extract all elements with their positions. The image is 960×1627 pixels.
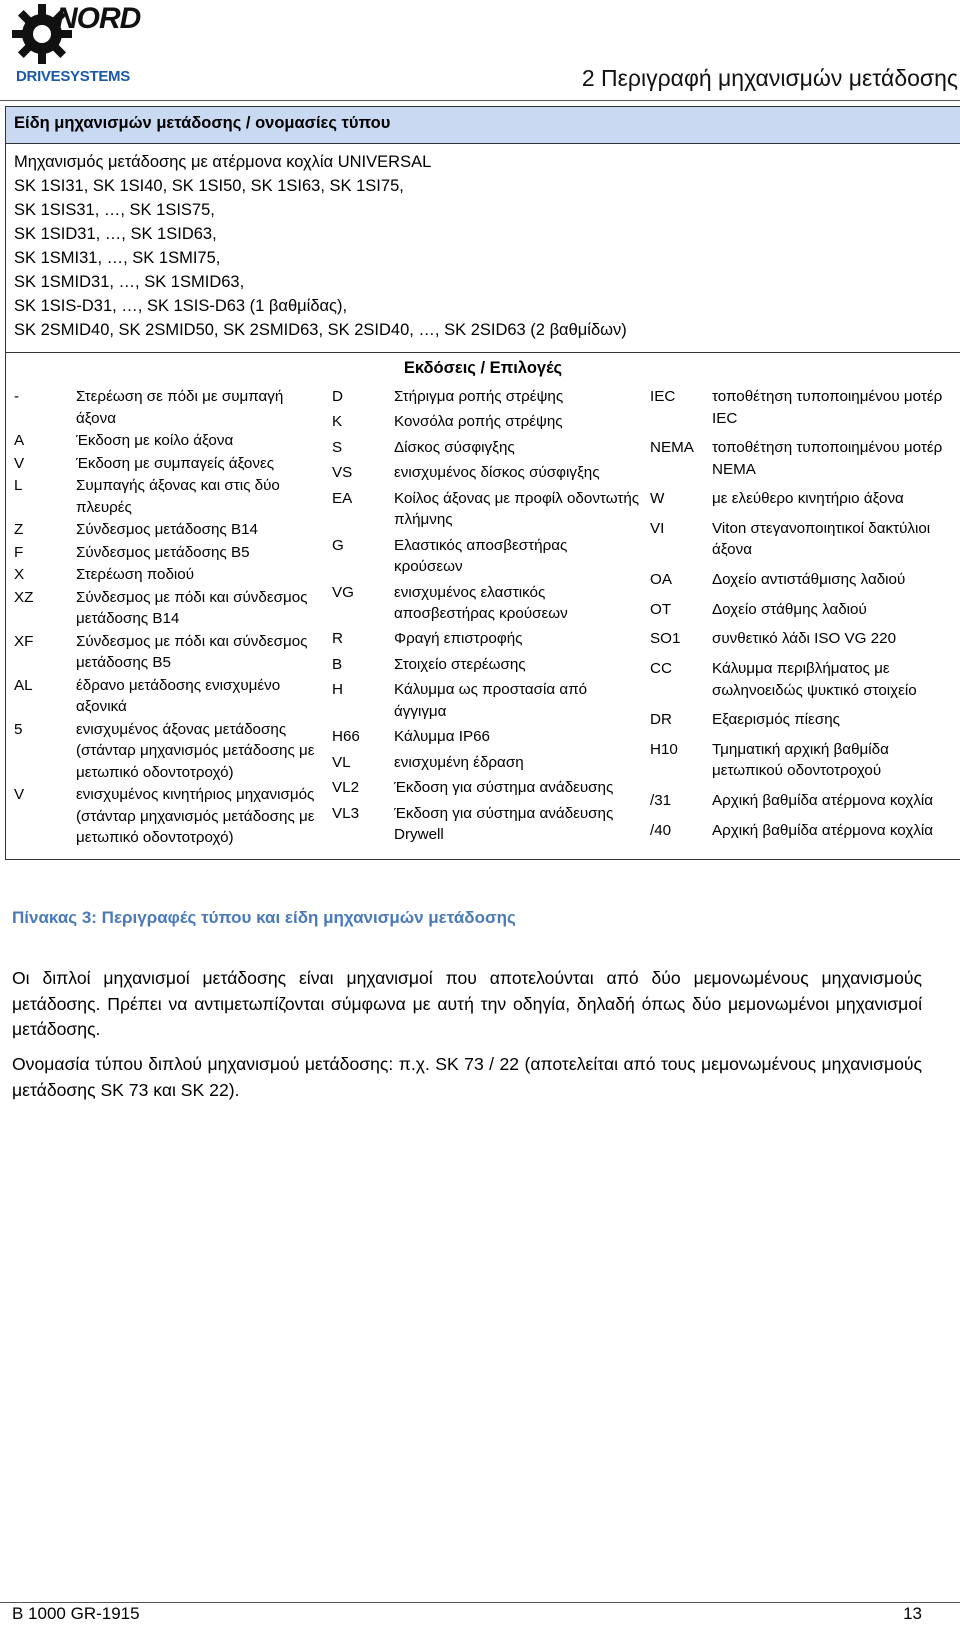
models-line: SK 1SMID31, …, SK 1SMID63, xyxy=(14,273,245,291)
option-code: XF xyxy=(14,632,34,650)
options-cell xyxy=(6,380,960,859)
option-description: ενισχυμένος άξονας μετάδοσης (στάνταρ μηχανισμός μετάδοσης με μετωπικό οδοντοτροχό) xyxy=(76,720,315,781)
option-description: Στερέωση ποδιού xyxy=(76,566,195,583)
options-column-3 xyxy=(650,386,960,849)
table-caption: Πίνακας 3: Περιγραφές τύπου και είδη μηχανισμών μετάδοσης xyxy=(12,908,516,927)
option-code: NEMA xyxy=(650,439,694,457)
option-code: IEC xyxy=(650,388,676,405)
models-line: SK 1SIS-D31, …, SK 1SIS-D63 (1 βαθμίδας), xyxy=(14,297,348,315)
option-code: CC xyxy=(650,660,672,678)
models-line: SK 1SIS31, …, SK 1SIS75, xyxy=(14,201,215,219)
models-line: SK 2SMID40, SK 2SMID50, SK 2SMID63, SK 2SID40, …, SK 2SID63 (2 βαθμίδων) xyxy=(14,321,627,339)
option-code: X xyxy=(14,566,25,583)
option-description: Έκδοση για σύστημα ανάδευσης Drywell xyxy=(394,804,614,844)
option-description: ενισχυμένος δίσκος σύσφιγξης xyxy=(394,464,600,482)
option-description: συνθετικό λάδι ISO VG 220 xyxy=(712,630,897,648)
option-code: L xyxy=(14,477,23,494)
option-code: V xyxy=(14,454,25,472)
options-column-2 xyxy=(332,386,650,849)
option-code: OT xyxy=(650,600,672,618)
option-description: Ελαστικός αποσβεστήρας κρούσεων xyxy=(394,536,568,576)
models-line: SK 1SMI31, …, SK 1SMI75, xyxy=(14,249,221,267)
option-description: Σύνδεσμος με πόδι και σύνδεσμος μετάδοσης B5 xyxy=(76,632,308,671)
models-line: SK 1SID31, …, SK 1SID63, xyxy=(14,225,217,243)
option-code: AL xyxy=(14,676,33,694)
option-code: B xyxy=(332,655,343,673)
option-code: DR xyxy=(650,711,672,729)
logo-wordmark: NORD xyxy=(56,2,141,35)
models-line: SK 1SI31, SK 1SI40, SK 1SI50, SK 1SI63, SK 1SI75, xyxy=(14,177,404,195)
option-description: Δοχείο στάθμης λαδιού xyxy=(712,600,867,618)
nord-logo xyxy=(12,2,141,88)
option-code: F xyxy=(14,543,24,561)
option-description: Φραγή επιστροφής xyxy=(394,630,523,648)
option-code: V xyxy=(14,786,25,803)
option-code: VI xyxy=(650,519,665,537)
option-code: 5 xyxy=(14,720,23,738)
option-description: Αρχική βαθμίδα ατέρμονα κοχλία xyxy=(712,792,934,810)
option-code: S xyxy=(332,438,343,456)
option-code: G xyxy=(332,536,344,554)
option-code: VL3 xyxy=(332,804,360,822)
option-description: ενισχυμένη έδραση xyxy=(394,753,524,771)
option-code: H10 xyxy=(650,740,678,758)
option-code: /40 xyxy=(650,821,672,839)
option-description: Κονσόλα ροπής στρέψης xyxy=(394,413,563,431)
option-code: /31 xyxy=(650,792,672,810)
option-code: EA xyxy=(332,489,353,507)
option-code: XZ xyxy=(14,588,34,606)
option-code: A xyxy=(14,432,25,449)
table-header: Είδη μηχανισμών μετάδοσης / ονομασίες τύπου xyxy=(6,107,960,144)
option-description: Κάλυμμα IP66 xyxy=(394,728,491,746)
models-cell xyxy=(6,144,960,353)
option-description: Δοχείο αντιστάθμισης λαδιού xyxy=(712,571,906,589)
option-description: ενισχυμένος ελαστικός αποσβεστήρας κρούσεων xyxy=(394,583,568,623)
option-description: Στήριγμα ροπής στρέψης xyxy=(394,388,564,405)
option-description: Κοίλος άξονας με προφίλ οδοντωτής πλήμνης xyxy=(394,489,640,529)
option-description: Έκδοση με κοίλο άξονα xyxy=(76,432,234,449)
option-code: H xyxy=(332,681,343,699)
option-description: Εξαερισμός πίεσης xyxy=(712,711,840,729)
option-description: Σύνδεσμος μετάδοσης B14 xyxy=(76,521,258,538)
header-divider xyxy=(0,100,960,101)
option-description: Σύνδεσμος με πόδι και σύνδεσμος μετάδοσης B14 xyxy=(76,588,308,627)
option-code: K xyxy=(332,413,343,431)
option-code: VL xyxy=(332,753,351,771)
paragraph: Ονομασία τύπου διπλού μηχανισμού μετάδοσης: π.χ. SK 73 / 22 (αποτελείται από τους μεμονωμένους μηχανισμούς μετάδοσης SK 73 και SK 22). xyxy=(12,1054,922,1100)
option-description: Δίσκος σύσφιγξης xyxy=(394,438,515,456)
options-column-1 xyxy=(6,386,332,849)
option-code: VS xyxy=(332,464,353,482)
option-description: ενισχυμένος κινητήριος μηχανισμός (στάνταρ μηχανισμός μετάδοσης με μετωπικό οδοντοτροχό) xyxy=(76,786,315,846)
option-code: Z xyxy=(14,521,24,538)
option-code: - xyxy=(14,388,20,405)
option-description: τοποθέτηση τυποποιημένου μοτέρ IEC xyxy=(712,388,943,427)
option-description: Συμπαγής άξονας και στις δύο πλευρές xyxy=(76,477,280,516)
option-description: Viton στεγανοποιητικοί δακτύλιοι άξονα xyxy=(712,519,931,559)
options-header: Εκδόσεις / Επιλογές xyxy=(6,353,960,381)
footer-divider xyxy=(0,1602,960,1603)
chapter-title: 2 Περιγραφή μηχανισμών μετάδοσης xyxy=(581,65,958,91)
logo-subtitle: DRIVESYSTEMS xyxy=(16,68,130,85)
option-description: Κάλυμμα ως προστασία από άγγιγμα xyxy=(394,681,588,720)
option-code: VL2 xyxy=(332,779,360,797)
option-code: D xyxy=(332,388,343,405)
option-description: έδρανο μετάδοσης ενισχυμένο αξονικά xyxy=(76,676,281,715)
paragraph: Οι διπλοί μηχανισμοί μετάδοσης είναι μηχανισμοί που αποτελούνται από δύο μεμονωμένους μηχανισμούς μετάδοσης. Πρέπει να αντιμετωπίζονται σύμφωνα με αυτή την οδηγία, δηλαδή όπως δύο μεμονωμένοι μηχανισμοί μετάδοσης. xyxy=(12,968,922,1039)
option-code: W xyxy=(650,490,665,508)
gearbox-types-table xyxy=(5,106,960,860)
option-code: SO1 xyxy=(650,630,681,648)
option-description: Τμηματική αρχική βαθμίδα μετωπικού οδοντοτροχού xyxy=(712,740,889,780)
option-description: Στοιχείο στερέωσης xyxy=(394,655,526,673)
option-code: H66 xyxy=(332,728,360,746)
option-description: με ελεύθερο κινητήριο άξονα xyxy=(712,490,904,508)
option-code: VG xyxy=(332,583,354,601)
option-description: Κάλυμμα περιβλήματος με σωληνοειδώς ψυκτικό στοιχείο xyxy=(712,660,917,699)
document-id: B 1000 GR-1915 xyxy=(12,1604,140,1623)
option-code: R xyxy=(332,630,343,648)
page-number: 13 xyxy=(903,1604,922,1623)
option-description: Έκδοση για σύστημα ανάδευσης xyxy=(394,779,614,797)
option-code: OA xyxy=(650,571,672,589)
option-description: Στερέωση σε πόδι με συμπαγή άξονα xyxy=(76,388,284,427)
option-description: Έκδοση με συμπαγείς άξονες xyxy=(76,454,275,472)
option-description: τοποθέτηση τυποποιημένου μοτέρ NEMA xyxy=(712,439,943,478)
models-title: Μηχανισμός μετάδοσης με ατέρμονα κοχλία UNIVERSAL xyxy=(14,153,432,171)
option-description: Σύνδεσμος μετάδοσης B5 xyxy=(76,543,250,561)
option-description: Αρχική βαθμίδα ατέρμονα κοχλία xyxy=(712,821,934,839)
